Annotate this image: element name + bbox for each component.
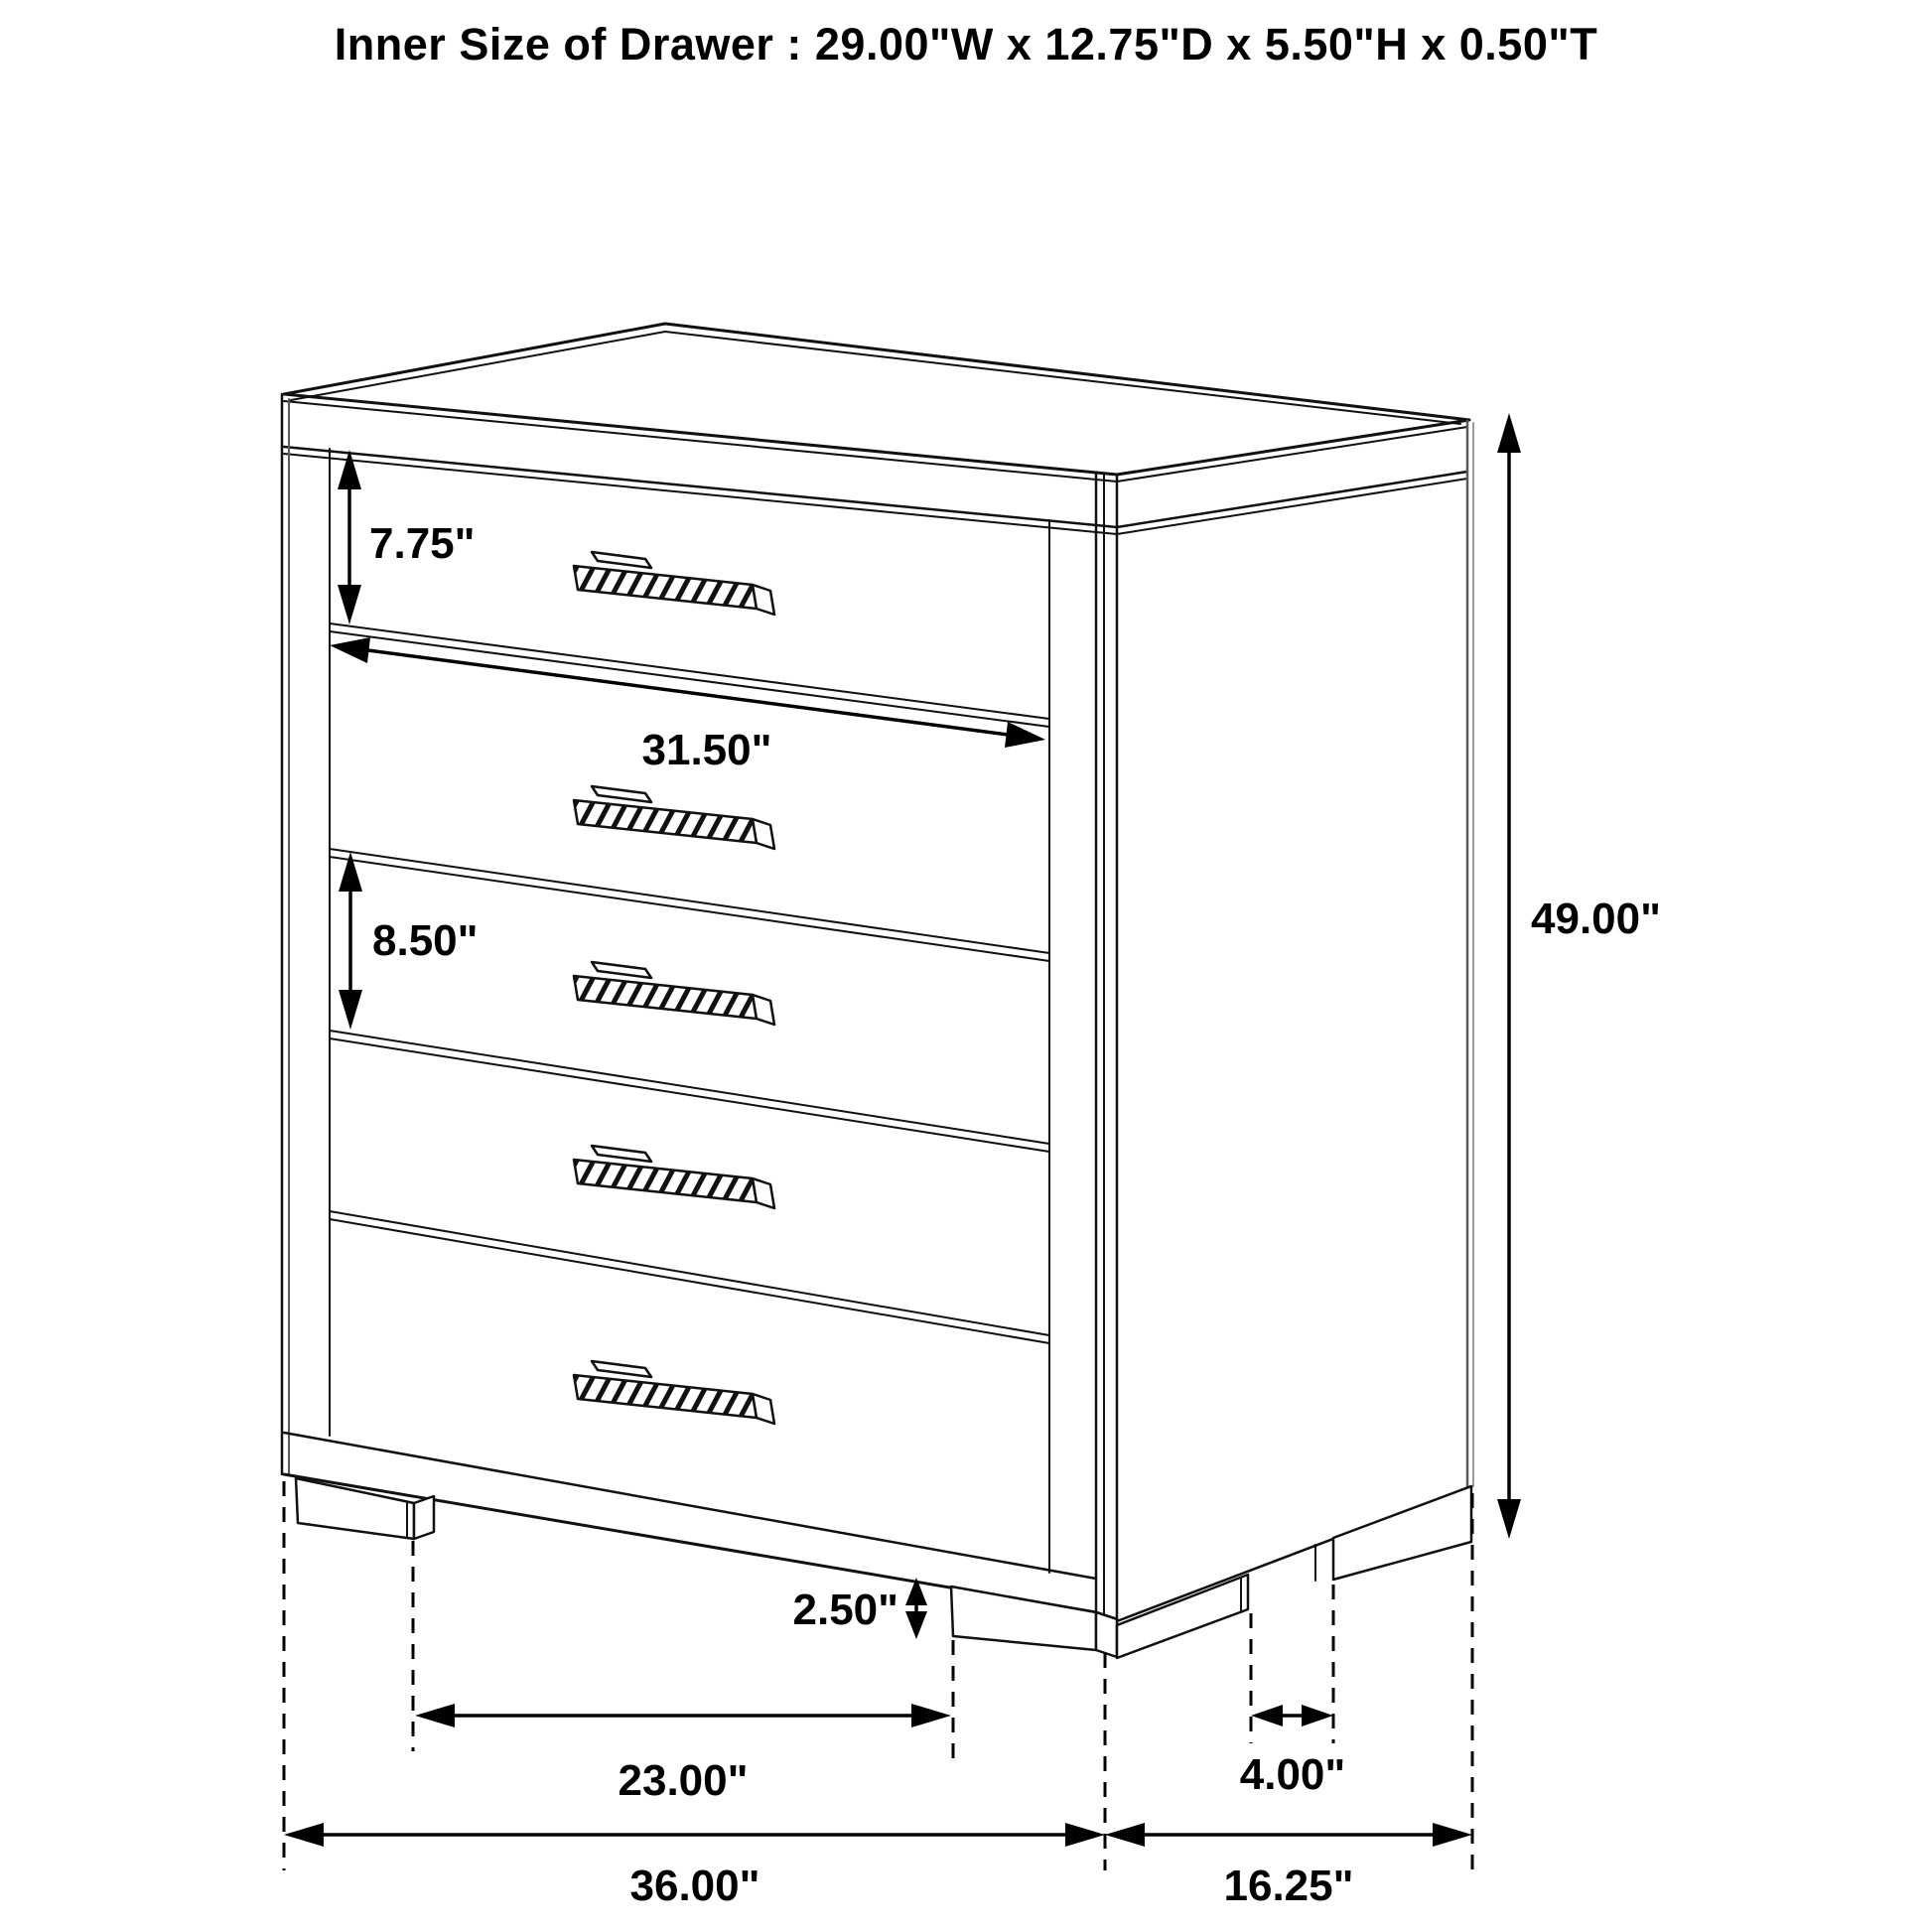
drawer-2-handle (574, 786, 774, 849)
dim-label-16-25: 16.25" (1223, 1862, 1354, 1910)
dim-top-drawer-height (338, 450, 476, 624)
dim-overall-height (1497, 413, 1661, 1539)
dim-lower-drawer-height (339, 852, 479, 1030)
dim-label-8-50: 8.50" (372, 916, 479, 965)
drawer-separator (330, 623, 1049, 719)
dim-label-2-50: 2.50" (792, 1586, 898, 1634)
drawer-separator (330, 1211, 1049, 1335)
dim-label-4-00: 4.00" (1239, 1750, 1346, 1799)
dim-overall-depth (1105, 1823, 1472, 1910)
cabinet-top-face (284, 324, 1469, 475)
dim-foot-height (793, 1578, 928, 1639)
dim-drawer-width (330, 637, 1045, 774)
leg-front-right (951, 1587, 1096, 1650)
dim-label-7-75: 7.75" (369, 519, 476, 568)
leg-side-front (1117, 1575, 1248, 1658)
page-title: Inner Size of Drawer : 29.00"W x 12.75"D x 5.50"H x 0.50"T (334, 19, 1598, 69)
drawer-1-handle (574, 552, 774, 615)
drawer-separator (330, 1031, 1049, 1144)
dim-overall-width (284, 1823, 1105, 1910)
dim-side-foot-gap (1240, 1705, 1346, 1799)
dim-front-feet-spacing (415, 1704, 951, 1805)
dim-label-23-00: 23.00" (618, 1756, 749, 1805)
leg-side-back (1333, 1486, 1471, 1580)
dimension-annotations (284, 413, 1661, 1910)
drawer-4-handle (574, 1146, 774, 1208)
drawer-5-handle (574, 1361, 774, 1424)
dim-label-36-00: 36.00" (629, 1862, 760, 1910)
drawer-3-handle (574, 962, 774, 1025)
dim-label-49-00: 49.00" (1531, 895, 1661, 943)
dim-label-31-50: 31.50" (641, 726, 772, 774)
